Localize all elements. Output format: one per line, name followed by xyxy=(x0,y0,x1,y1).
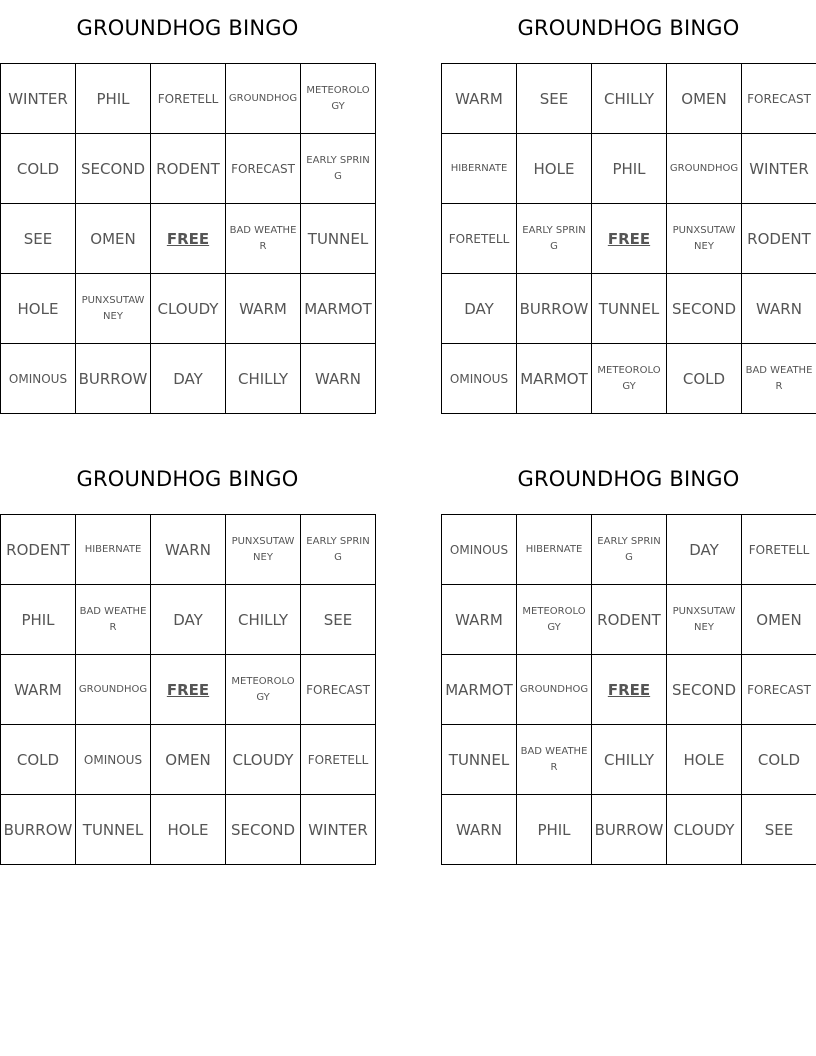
bingo-cell: PUNXSUTAWNEY xyxy=(226,515,301,585)
bingo-cell: BURROW xyxy=(76,344,151,414)
bingo-cell: HOLE xyxy=(151,795,226,865)
bingo-row xyxy=(1,344,376,414)
bingo-grid xyxy=(0,514,376,865)
bingo-cell: HIBERNATE xyxy=(517,515,592,585)
bingo-grid xyxy=(441,63,816,414)
bingo-cell: SECOND xyxy=(667,274,742,344)
bingo-cell: CLOUDY xyxy=(667,795,742,865)
bingo-cell: EARLY SPRING xyxy=(592,515,667,585)
bingo-cell: WARN xyxy=(742,274,816,344)
bingo-row xyxy=(1,585,376,655)
bingo-cell: TUNNEL xyxy=(76,795,151,865)
bingo-row xyxy=(442,725,816,795)
bingo-cell: BURROW xyxy=(592,795,667,865)
bingo-cell: WARM xyxy=(442,585,517,655)
bingo-cell: FORETELL xyxy=(301,725,376,795)
bingo-cell: OMEN xyxy=(151,725,226,795)
bingo-cell: SECOND xyxy=(226,795,301,865)
bingo-cell: WINTER xyxy=(1,64,76,134)
bingo-cell: COLD xyxy=(1,134,76,204)
free-space-cell: FREE xyxy=(592,204,667,274)
bingo-row xyxy=(442,344,816,414)
free-space-cell: FREE xyxy=(151,204,226,274)
bingo-cell: MARMOT xyxy=(301,274,376,344)
card-title: GROUNDHOG BINGO xyxy=(76,467,299,491)
bingo-cell: PUNXSUTAWNEY xyxy=(76,274,151,344)
bingo-cell: RODENT xyxy=(151,134,226,204)
bingo-cell: SECOND xyxy=(76,134,151,204)
bingo-cell: HOLE xyxy=(667,725,742,795)
bingo-cell: BAD WEATHER xyxy=(76,585,151,655)
bingo-cell: PUNXSUTAWNEY xyxy=(667,585,742,655)
bingo-cell: DAY xyxy=(151,585,226,655)
bingo-cell: FORECAST xyxy=(301,655,376,725)
bingo-grid xyxy=(0,63,376,414)
bingo-cell: WARM xyxy=(226,274,301,344)
bingo-cell: GROUNDHOG xyxy=(667,134,742,204)
bingo-cell: TUNNEL xyxy=(301,204,376,274)
bingo-cell: GROUNDHOG xyxy=(517,655,592,725)
bingo-row xyxy=(442,204,816,274)
card-title: GROUNDHOG BINGO xyxy=(517,467,740,491)
bingo-cell: PHIL xyxy=(76,64,151,134)
card-title: GROUNDHOG BINGO xyxy=(76,16,299,40)
free-space-cell: FREE xyxy=(151,655,226,725)
bingo-cell: WARN xyxy=(442,795,517,865)
bingo-cell: COLD xyxy=(1,725,76,795)
bingo-row xyxy=(1,274,376,344)
bingo-cell: EARLY SPRING xyxy=(301,515,376,585)
bingo-cell: WINTER xyxy=(742,134,816,204)
bingo-cell: SEE xyxy=(301,585,376,655)
bingo-row xyxy=(442,274,816,344)
bingo-cell: HOLE xyxy=(517,134,592,204)
bingo-cell: METEOROLOGY xyxy=(226,655,301,725)
bingo-cell: OMINOUS xyxy=(1,344,76,414)
bingo-cell: PUNXSUTAWNEY xyxy=(667,204,742,274)
bingo-cell: COLD xyxy=(742,725,816,795)
bingo-cell: FORECAST xyxy=(226,134,301,204)
bingo-cell: HIBERNATE xyxy=(76,515,151,585)
bingo-card-1 xyxy=(0,8,375,388)
bingo-row xyxy=(1,795,376,865)
bingo-cell: CLOUDY xyxy=(226,725,301,795)
bingo-cell: DAY xyxy=(667,515,742,585)
bingo-card-2 xyxy=(441,8,816,392)
bingo-cell: MARMOT xyxy=(442,655,517,725)
bingo-row xyxy=(442,655,816,725)
bingo-cell: OMINOUS xyxy=(442,515,517,585)
bingo-cell: MARMOT xyxy=(517,344,592,414)
bingo-cell: SEE xyxy=(742,795,816,865)
bingo-cell: WARN xyxy=(151,515,226,585)
bingo-card-4 xyxy=(441,459,816,839)
bingo-cell: CHILLY xyxy=(592,64,667,134)
bingo-cell: RODENT xyxy=(742,204,816,274)
bingo-cell: WARM xyxy=(442,64,517,134)
bingo-cell: FORECAST xyxy=(742,655,816,725)
bingo-cell: BURROW xyxy=(1,795,76,865)
bingo-cell: DAY xyxy=(442,274,517,344)
bingo-cell: OMINOUS xyxy=(76,725,151,795)
bingo-cell: BAD WEATHER xyxy=(226,204,301,274)
bingo-cell: METEOROLOGY xyxy=(301,64,376,134)
bingo-cell: HOLE xyxy=(1,274,76,344)
bingo-row xyxy=(1,515,376,585)
bingo-cell: SEE xyxy=(1,204,76,274)
bingo-row xyxy=(1,655,376,725)
bingo-cell: SECOND xyxy=(667,655,742,725)
bingo-cell: CHILLY xyxy=(592,725,667,795)
bingo-cell: OMEN xyxy=(742,585,816,655)
bingo-cell: FORETELL xyxy=(151,64,226,134)
bingo-row xyxy=(1,134,376,204)
bingo-cell: PHIL xyxy=(517,795,592,865)
bingo-row xyxy=(1,725,376,795)
bingo-cell: EARLY SPRING xyxy=(301,134,376,204)
bingo-cell: GROUNDHOG xyxy=(226,64,301,134)
bingo-cell: HIBERNATE xyxy=(442,134,517,204)
bingo-card-3 xyxy=(0,459,375,839)
bingo-cell: GROUNDHOG xyxy=(76,655,151,725)
bingo-cell: OMEN xyxy=(667,64,742,134)
free-space-cell: FREE xyxy=(592,655,667,725)
bingo-cell: BURROW xyxy=(517,274,592,344)
bingo-cell: OMEN xyxy=(76,204,151,274)
bingo-cell: RODENT xyxy=(1,515,76,585)
bingo-cell: METEOROLOGY xyxy=(517,585,592,655)
bingo-cell: SEE xyxy=(517,64,592,134)
bingo-cell: BAD WEATHER xyxy=(517,725,592,795)
bingo-cell: EARLY SPRING xyxy=(517,204,592,274)
bingo-cell: METEOROLOGY xyxy=(592,344,667,414)
bingo-cell: CLOUDY xyxy=(151,274,226,344)
bingo-cell: CHILLY xyxy=(226,344,301,414)
bingo-row xyxy=(442,585,816,655)
bingo-cell: BAD WEATHER xyxy=(742,344,816,414)
bingo-cell: WARM xyxy=(1,655,76,725)
bingo-cell: RODENT xyxy=(592,585,667,655)
bingo-cell: TUNNEL xyxy=(592,274,667,344)
bingo-cell: TUNNEL xyxy=(442,725,517,795)
bingo-row xyxy=(442,134,816,204)
bingo-cell: PHIL xyxy=(1,585,76,655)
bingo-row xyxy=(1,204,376,274)
bingo-cell: FORECAST xyxy=(742,64,816,134)
bingo-cell: COLD xyxy=(667,344,742,414)
bingo-cell: FORETELL xyxy=(742,515,816,585)
bingo-cell: WARN xyxy=(301,344,376,414)
bingo-row xyxy=(442,795,816,865)
card-title: GROUNDHOG BINGO xyxy=(517,16,740,40)
bingo-row xyxy=(442,515,816,585)
bingo-cell: DAY xyxy=(151,344,226,414)
bingo-cell: WINTER xyxy=(301,795,376,865)
bingo-cell: CHILLY xyxy=(226,585,301,655)
bingo-row xyxy=(442,64,816,134)
bingo-cell: PHIL xyxy=(592,134,667,204)
bingo-cell: OMINOUS xyxy=(442,344,517,414)
bingo-row xyxy=(1,64,376,134)
bingo-grid xyxy=(441,514,816,865)
bingo-cell: FORETELL xyxy=(442,204,517,274)
